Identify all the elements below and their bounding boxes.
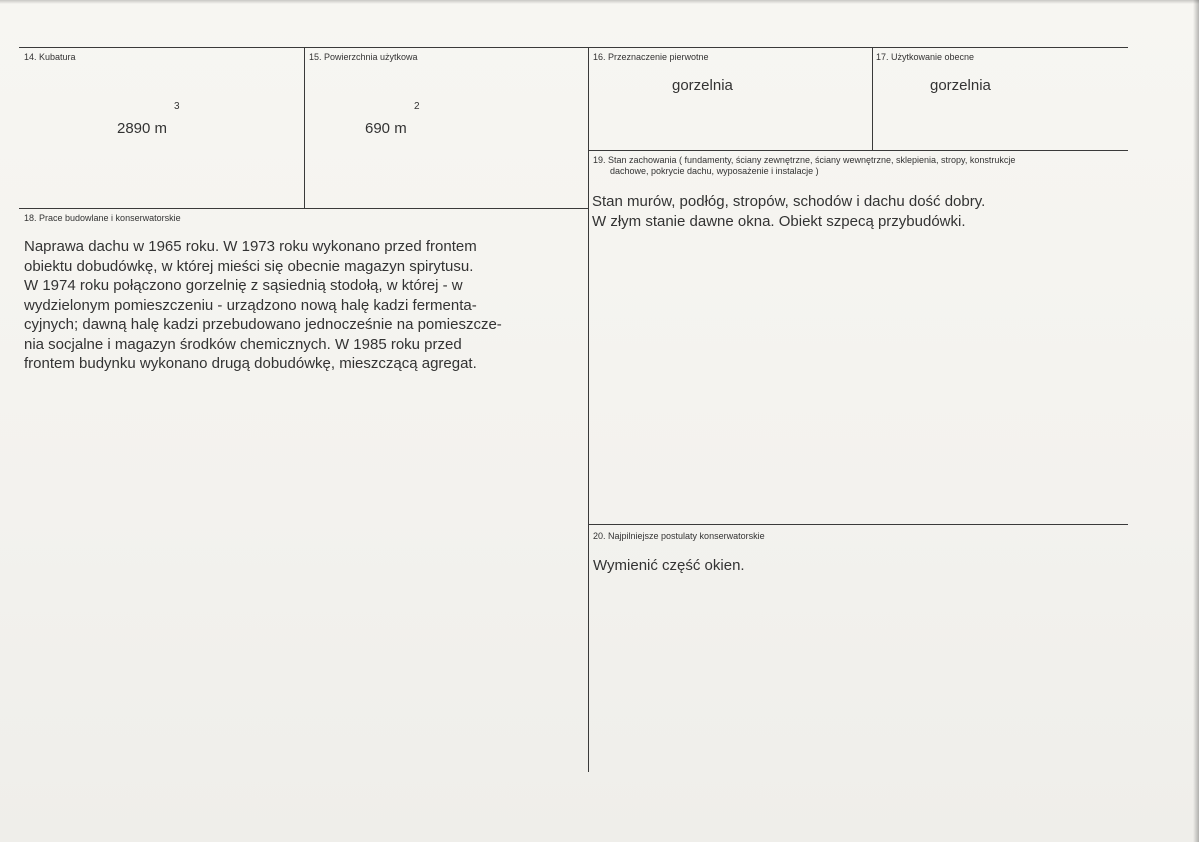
stan-text <box>592 192 1122 231</box>
powierzchnia-unit-exponent: 2 <box>414 101 420 112</box>
przeznaczenie-label: 16. Przeznaczenie pierwotne <box>593 52 709 62</box>
przeznaczenie-value: gorzelnia <box>672 77 733 94</box>
postulaty-text: Wymienić część okien. <box>593 557 745 574</box>
kubatura-label: 14. Kubatura <box>24 52 76 62</box>
kubatura-unit-exponent: 3 <box>174 101 180 112</box>
uzytkowanie-label: 17. Użytkowanie obecne <box>876 52 975 62</box>
prace-line: obiektu dobudówkę, w której mieści się obecnie magazyn spirytusu. <box>24 257 474 275</box>
stan-label-line-1: 19. Stan zachowania ( fundamenty, ściany zewnętrzne, ściany wewnętrzne, sklepienia, stropy, konstrukcje <box>593 155 1016 165</box>
stan-line: W złym stanie dawne okna. Obiekt szpecą przybudówki. <box>592 212 966 230</box>
prace-line: nia socjalne i magazyn środków chemicznych. W 1985 roku przed <box>24 335 462 353</box>
rule-above-18 <box>19 208 588 209</box>
prace-line: wydzielonym pomieszczeniu - urządzono nową halę kadzi fermenta- <box>24 296 477 314</box>
divider-14-15 <box>304 47 305 208</box>
prace-line: cyjnych; dawną halę kadzi przebudowano jednocześnie na pomieszcze- <box>24 316 502 333</box>
prace-line: Naprawa dachu w 1965 roku. W 1973 roku wykonano przed frontem <box>24 238 477 255</box>
prace-label: 18. Prace budowlane i konserwatorskie <box>24 213 181 223</box>
page-right-edge <box>1193 0 1199 842</box>
uzytkowanie-value: gorzelnia <box>930 77 991 94</box>
prace-line: W 1974 roku połączono gorzelnię z sąsiednią stodołą, w której - w <box>24 277 463 294</box>
page-top-edge <box>0 0 1199 4</box>
rule-above-20 <box>588 524 1128 525</box>
divider-left-right <box>588 47 589 772</box>
stan-line: Stan murów, podłóg, stropów, schodów i dachu dość dobry. <box>592 193 986 210</box>
postulaty-label: 20. Najpilniejsze postulaty konserwatorskie <box>593 531 765 541</box>
top-rule <box>19 47 1128 48</box>
prace-line: frontem budynku wykonano drugą dobudówkę, mieszczącą agregat. <box>24 355 477 372</box>
kubatura-value: 2890 m <box>117 120 168 137</box>
prace-text <box>24 237 584 374</box>
divider-16-17 <box>872 47 873 151</box>
powierzchnia-label: 15. Powierzchnia użytkowa <box>309 52 418 62</box>
powierzchnia-value: 690 m <box>365 120 407 137</box>
stan-label-line-2: dachowe, pokrycie dachu, wyposażenie i instalacje ) <box>610 166 819 176</box>
rule-below-16-17 <box>588 150 1128 151</box>
